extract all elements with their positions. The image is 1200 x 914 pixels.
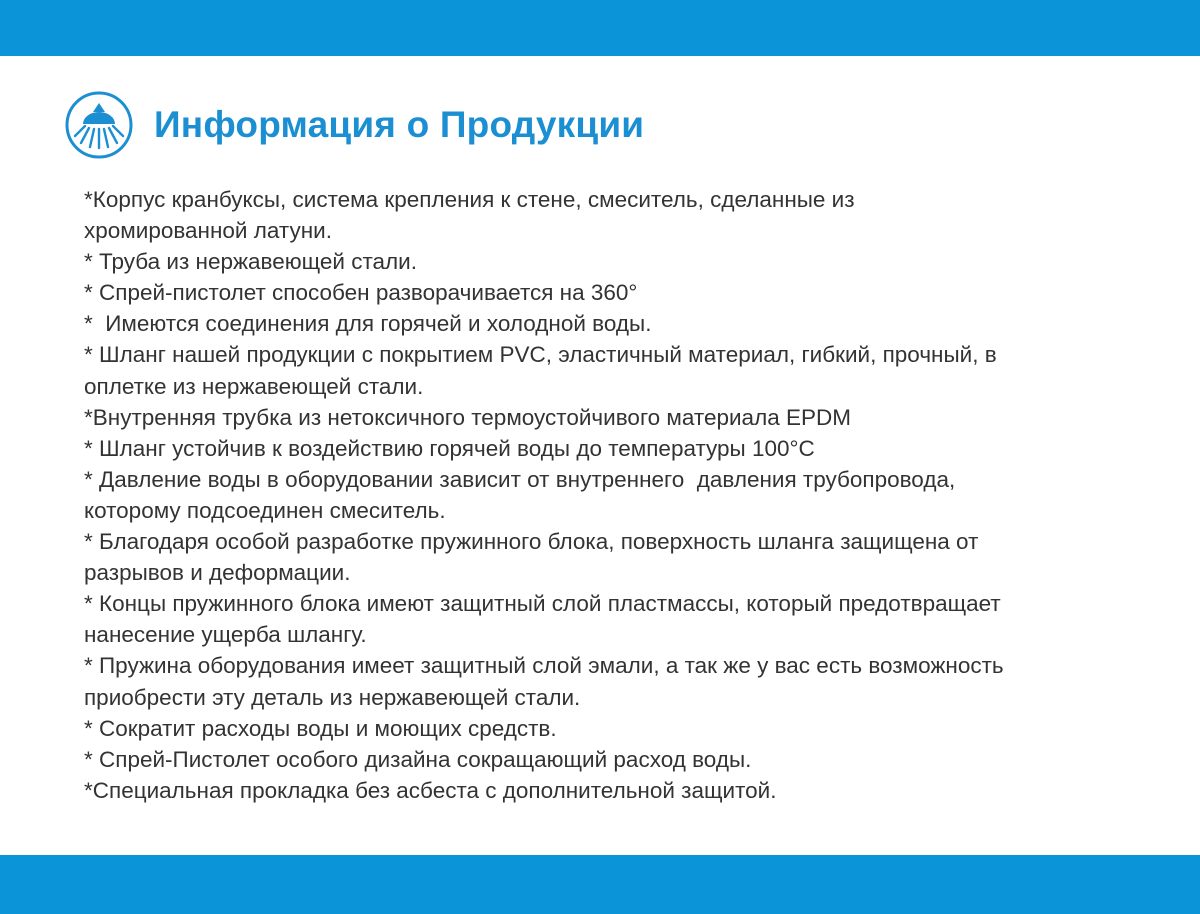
info-line: * Шланг нашей продукции с покрытием PVC, эластичный материал, гибкий, прочный, в <box>84 342 997 368</box>
info-line: разрывов и деформации. <box>84 560 351 586</box>
info-line: приобрести эту деталь из нержавеющей стали. <box>84 684 581 710</box>
info-line: * Труба из нержавеющей стали. <box>84 249 417 275</box>
info-line: * Благодаря особой разработке пружинного блока, поверхность шланга защищена от <box>84 529 979 555</box>
page-title: Информация о Продукции <box>154 104 645 145</box>
info-line: *Внутренняя трубка из нетоксичного термоустойчивого материала EPDM <box>84 404 851 430</box>
info-line: которому подсоединен смеситель. <box>84 497 446 523</box>
top-banner-bar <box>0 0 1200 56</box>
info-line: * Спрей-пистолет способен разворачивается на 360° <box>84 280 638 306</box>
info-line: хромированной латуни. <box>84 218 332 244</box>
info-line: *Корпус кранбуксы, система крепления к стене, смеситель, сделанные из <box>84 187 855 212</box>
info-line: * Давление воды в оборудовании зависит от внутреннего давления трубопровода, <box>84 466 956 492</box>
info-line: оплетке из нержавеющей стали. <box>84 373 424 399</box>
info-line: * Спрей-Пистолет особого дизайна сокращающий расход воды. <box>84 746 752 772</box>
info-line: * Имеются соединения для горячей и холодной воды. <box>84 311 652 337</box>
info-line: *Специальная прокладка без асбеста с дополнительной защитой. <box>84 777 777 803</box>
info-line: нанесение ущерба шлангу. <box>84 622 367 648</box>
header <box>64 90 644 160</box>
info-line: * Шланг устойчив к воздействию горячей воды до температуры 100°С <box>84 435 815 461</box>
shower-head-icon <box>64 90 134 160</box>
product-info-text <box>84 184 1179 806</box>
info-line: * Концы пружинного блока имеют защитный слой пластмассы, который предотвращает <box>84 591 1001 617</box>
info-line: * Пружина оборудования имеет защитный слой эмали, а так же у вас есть возможность <box>84 653 1004 679</box>
bottom-banner-bar <box>0 855 1200 914</box>
info-line: * Сократит расходы воды и моющих средств. <box>84 715 557 741</box>
